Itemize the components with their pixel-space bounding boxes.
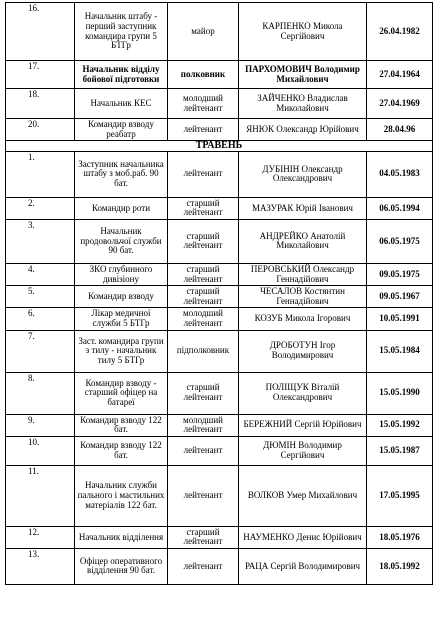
birth-date-cell: 09.05.1975	[367, 263, 433, 285]
birth-date-cell: 06.05.1975	[367, 219, 433, 263]
row-number: 20.	[6, 119, 75, 141]
position-cell: Начальник продовольчої служби 90 бат.	[75, 219, 168, 263]
rank-cell: старший лейтенант	[168, 526, 239, 548]
table-row	[6, 308, 433, 330]
birth-date-cell: 27.04.1969	[367, 89, 433, 119]
row-number: 17.	[6, 61, 75, 89]
rank-cell: молодший лейтенант	[168, 414, 239, 436]
row-number: 2.	[6, 197, 75, 219]
table-body-may	[6, 151, 433, 584]
row-number: 18.	[6, 89, 75, 119]
table-row	[6, 61, 433, 89]
name-cell: ЯНЮК Олександр Юрійович	[239, 119, 367, 141]
table-row	[6, 286, 433, 308]
rank-cell: лейтенант	[168, 151, 239, 197]
birthday-list-document	[5, 2, 432, 585]
name-cell: ДЮМІН Володимир Сергійович	[239, 436, 367, 465]
position-cell: Начальник відділу бойової підготовки	[75, 61, 168, 89]
name-cell: РАЦА Сергій Володимирович	[239, 548, 367, 584]
table-row	[6, 219, 433, 263]
name-cell: ДУБІНІН Олександр Олександрович	[239, 151, 367, 197]
birth-date-cell: 17.05.1995	[367, 465, 433, 526]
name-cell: БЕРЕЖНИЙ Сергій Юрійович	[239, 414, 367, 436]
table-row	[6, 330, 433, 372]
rank-cell: старший лейтенант	[168, 263, 239, 285]
row-number: 4.	[6, 263, 75, 285]
table-section-may	[6, 141, 433, 152]
name-cell: ПЕРОВСЬКИЙ Олександр Геннадійович	[239, 263, 367, 285]
birth-date-cell: 09.05.1967	[367, 286, 433, 308]
row-number: 1.	[6, 151, 75, 197]
name-cell: КАРПЕНКО Микола Сергійович	[239, 3, 367, 61]
table-row	[6, 548, 433, 584]
table-row	[6, 436, 433, 465]
rank-cell: полковник	[168, 61, 239, 89]
birth-date-cell: 18.05.1976	[367, 526, 433, 548]
table-row	[6, 119, 433, 141]
personnel-table	[5, 2, 433, 585]
rank-cell: лейтенант	[168, 436, 239, 465]
row-number: 6.	[6, 308, 75, 330]
name-cell: ВОЛКОВ Умер Михайлович	[239, 465, 367, 526]
table-row	[6, 414, 433, 436]
birth-date-cell: 04.05.1983	[367, 151, 433, 197]
table-row	[6, 372, 433, 414]
name-cell: ПАРХОМОВИЧ Володимир Михайлович	[239, 61, 367, 89]
row-number: 10.	[6, 436, 75, 465]
row-number: 11.	[6, 465, 75, 526]
table-body-april	[6, 3, 433, 141]
row-number: 13.	[6, 548, 75, 584]
table-row	[6, 3, 433, 61]
rank-cell: старший лейтенант	[168, 372, 239, 414]
section-title: ТРАВЕНЬ	[6, 141, 433, 152]
row-number: 3.	[6, 219, 75, 263]
position-cell: Лікар медичної служби 5 БТГр	[75, 308, 168, 330]
birth-date-cell: 06.05.1994	[367, 197, 433, 219]
position-cell: Командир взводу 122 бат.	[75, 436, 168, 465]
birth-date-cell: 15.05.1990	[367, 372, 433, 414]
table-row	[6, 151, 433, 197]
position-cell: Командир роти	[75, 197, 168, 219]
row-number: 12.	[6, 526, 75, 548]
rank-cell: підполковник	[168, 330, 239, 372]
position-cell: Начальник служби пального і мастильних матеріалів 122 бат.	[75, 465, 168, 526]
position-cell: ЗКО глубинного дивізіону	[75, 263, 168, 285]
rank-cell: лейтенант	[168, 119, 239, 141]
name-cell: КОЗУБ Микола Ігорович	[239, 308, 367, 330]
position-cell: Заст. командира групи з тилу - начальник тилу 5 БТГр	[75, 330, 168, 372]
rank-cell: старший лейтенант	[168, 286, 239, 308]
row-number: 7.	[6, 330, 75, 372]
name-cell: ЧЕСАЛОВ Костянтин Геннадійович	[239, 286, 367, 308]
rank-cell: старший лейтенант	[168, 219, 239, 263]
position-cell: Командир взводу	[75, 286, 168, 308]
name-cell: ЗАЙЧЕНКО Владислав Миколайович	[239, 89, 367, 119]
birth-date-cell: 18.05.1992	[367, 548, 433, 584]
rank-cell: лейтенант	[168, 548, 239, 584]
position-cell: Начальник КЕС	[75, 89, 168, 119]
birth-date-cell: 15.05.1987	[367, 436, 433, 465]
birth-date-cell: 28.04.96	[367, 119, 433, 141]
row-number: 8.	[6, 372, 75, 414]
name-cell: ДРОБОТУН Ігор Володимирович	[239, 330, 367, 372]
position-cell: Заступник начальника штабу з моб.раб. 90 бат.	[75, 151, 168, 197]
table-row	[6, 197, 433, 219]
position-cell: Командир взводу 122 бат.	[75, 414, 168, 436]
birth-date-cell: 27.04.1964	[367, 61, 433, 89]
position-cell: Начальник штабу - перший заступник командира групи 5 БТГр	[75, 3, 168, 61]
rank-cell: лейтенант	[168, 465, 239, 526]
name-cell: АНДРЕЙКО Анатолій Миколайович	[239, 219, 367, 263]
position-cell: Командир взводу - старший офіцер на батареї	[75, 372, 168, 414]
position-cell: Командир взводу реабатр	[75, 119, 168, 141]
row-number: 5.	[6, 286, 75, 308]
row-number: 16.	[6, 3, 75, 61]
birth-date-cell: 15.05.1984	[367, 330, 433, 372]
rank-cell: майор	[168, 3, 239, 61]
position-cell: Офіцер оперативного відділення 90 бат.	[75, 548, 168, 584]
birth-date-cell: 10.05.1991	[367, 308, 433, 330]
table-row	[6, 465, 433, 526]
position-cell: Начальник відділення	[75, 526, 168, 548]
name-cell: МАЗУРАК Юрій Іванович	[239, 197, 367, 219]
rank-cell: старший лейтенант	[168, 197, 239, 219]
name-cell: НАУМЕНКО Денис Юрійович	[239, 526, 367, 548]
section-header-row	[6, 141, 433, 152]
rank-cell: молодший лейтенант	[168, 89, 239, 119]
row-number: 9.	[6, 414, 75, 436]
table-row	[6, 263, 433, 285]
birth-date-cell: 15.05.1992	[367, 414, 433, 436]
name-cell: ПОЛІЩУК Віталій Олександрович	[239, 372, 367, 414]
birth-date-cell: 26.04.1982	[367, 3, 433, 61]
table-row	[6, 526, 433, 548]
table-row	[6, 89, 433, 119]
rank-cell: молодший лейтенант	[168, 308, 239, 330]
